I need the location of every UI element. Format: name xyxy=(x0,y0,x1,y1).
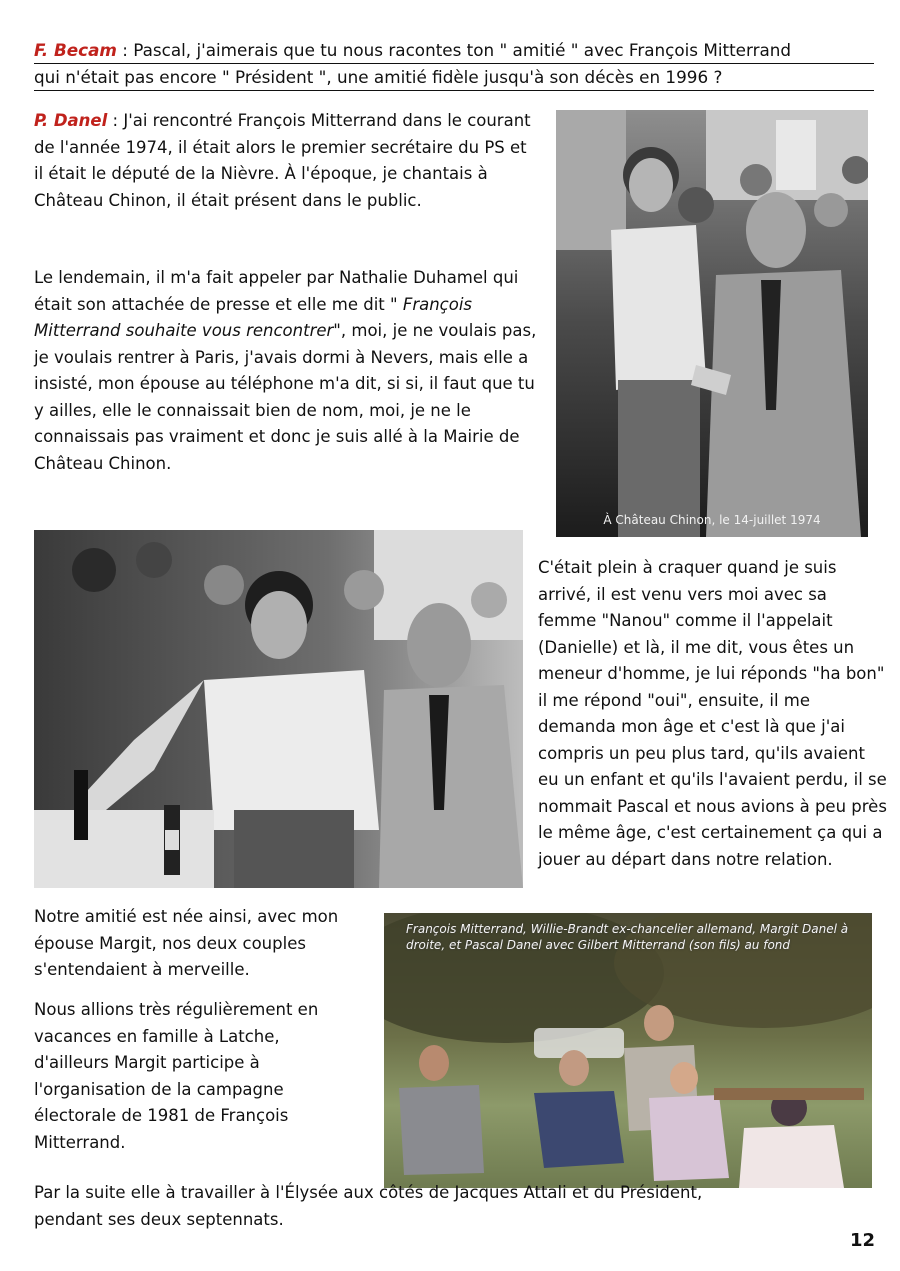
lendemain-text-b: ", moi, je ne voulais pas, je voulais rentrer à Paris, j'avais dormi à Nevers, mais elle a insisté, mon épouse au téléphone m'a dit, si si, il faut que tu y ailles, elle le connaissait bien de nom, moi, je ne le connaissais pas vraiment et donc je suis allé à la Mairie de Château Chinon. xyxy=(34,321,537,473)
answer-lendemain xyxy=(34,265,539,477)
speaker-danel: P. Danel xyxy=(34,111,108,130)
answer-intro-text: : J'ai rencontré François Mitterrand dans le courant de l'année 1974, il était alors le premier secrétaire du PS et il était le député de la Nièvre. À l'époque, je chantais à Château Chinon, il était présent dans le public. xyxy=(34,111,531,210)
lendemain-quote: François Mitterrand souhaite vous rencontrer xyxy=(34,294,473,340)
question-text-1: : Pascal, j'aimerais que tu nous racontes ton " amitié " avec François Mitterrand xyxy=(116,40,792,60)
answer-vacances: Nous allions très régulièrement en vacances en famille à Latche, d'ailleurs Margit participe à l'organisation de la campagne électorale de 1981 de François Mitterrand. xyxy=(34,1000,319,1152)
photo-1-caption: À Château Chinon, le 14-juillet 1974 xyxy=(603,513,821,527)
answer-amitie: Notre amitié est née ainsi, avec mon épouse Margit, nos deux couples s'entendaient à merveille. xyxy=(34,907,339,979)
question-line-2: qui n'était pas encore " Président ", une amitié fidèle jusqu'à son décès en 1996 ? xyxy=(34,64,874,91)
photo-3-caption: François Mitterrand, Willie-Brandt ex-chancelier allemand, Margit Danel à droite, et Pascal Danel avec Gilbert Mitterrand (son fils) au fond xyxy=(406,922,849,952)
photo-3-image xyxy=(384,913,872,1188)
answer-par-la-suite: Par la suite elle à travailler à l'Élysée aux côtés de Jacques Attali et du Président, pendant ses deux septennats. xyxy=(34,1183,703,1229)
photo-1-image xyxy=(556,110,868,537)
lendemain-text-a: Le lendemain, il m'a fait appeler par Nathalie Duhamel qui était son attachée de presse et elle me dit " xyxy=(34,268,519,314)
photo-latche-garden xyxy=(384,913,872,1188)
page-number: 12 xyxy=(849,1230,875,1251)
answer-intro xyxy=(34,108,534,214)
photo-chateau-chinon-2 xyxy=(34,530,523,888)
speaker-becam: F. Becam xyxy=(34,40,117,60)
answer-plein-a-craquer: C'était plein à craquer quand je suis arrivé, il est venu vers moi avec sa femme "Nanou" comme il l'appelait (Danielle) et là, il me dit, vous êtes un meneur d'homme, je lui réponds "ha bon" il me répond "oui", ensuite, il me demanda mon âge et c'est là que j'ai compris un peu plus tard, qu'ils avaient eu un enfant et qu'ils l'avaient perdu, il se nommait Pascal et nous avions à peu près le même âge, c'est certainement ça qui a jouer au départ dans notre relation. xyxy=(538,558,887,869)
question-line-1 xyxy=(34,37,874,64)
photo-2-image xyxy=(34,530,523,888)
photo-chateau-chinon-1 xyxy=(556,110,868,537)
interview-question xyxy=(34,37,874,91)
